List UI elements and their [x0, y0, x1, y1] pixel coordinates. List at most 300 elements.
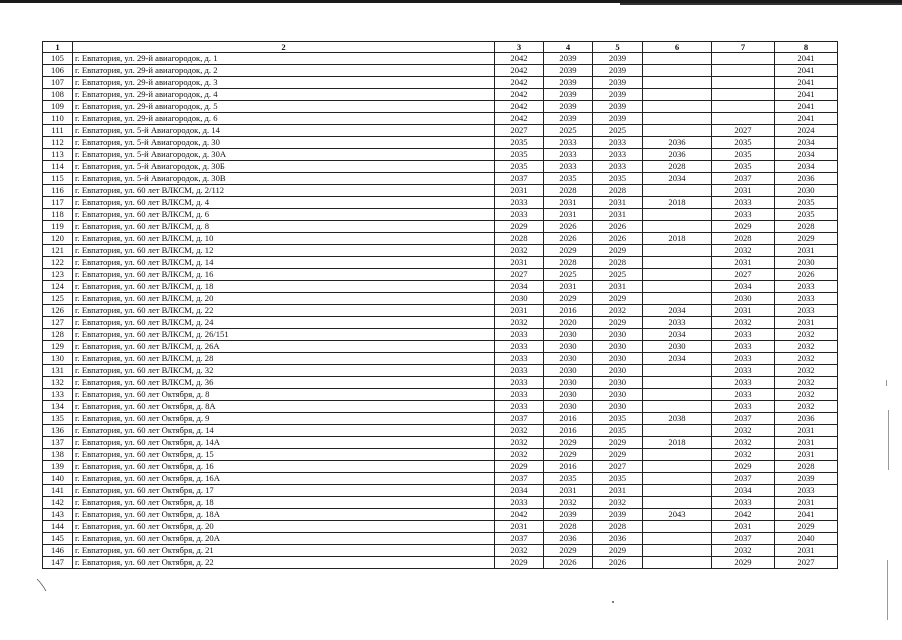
value-cell: 2031 — [593, 485, 643, 497]
value-cell: 2033 — [544, 137, 593, 149]
value-cell: 2033 — [544, 161, 593, 173]
value-cell: 2035 — [712, 137, 775, 149]
table-row — [43, 521, 838, 533]
address-cell: г. Евпатория, ул. 60 лет ВЛКСМ, д. 32 — [73, 365, 495, 377]
value-cell: 2032 — [775, 377, 838, 389]
value-cell — [643, 473, 712, 485]
address-cell: г. Евпатория, ул. 5-й Авиагородок, д. 30 — [73, 137, 495, 149]
value-cell: 2035 — [544, 473, 593, 485]
value-cell: 2033 — [775, 485, 838, 497]
value-cell: 2031 — [775, 317, 838, 329]
value-cell — [712, 53, 775, 65]
value-cell: 2035 — [495, 149, 544, 161]
value-cell: 2018 — [643, 437, 712, 449]
value-cell — [643, 449, 712, 461]
row-number-cell: 112 — [43, 137, 73, 149]
row-number-cell: 139 — [43, 461, 73, 473]
value-cell — [643, 89, 712, 101]
value-cell — [643, 113, 712, 125]
value-cell: 2042 — [495, 53, 544, 65]
value-cell: 2033 — [495, 329, 544, 341]
table-row — [43, 89, 838, 101]
value-cell: 2041 — [775, 89, 838, 101]
value-cell: 2034 — [495, 281, 544, 293]
value-cell: 2030 — [593, 341, 643, 353]
value-cell: 2028 — [544, 185, 593, 197]
value-cell: 2030 — [775, 257, 838, 269]
value-cell: 2016 — [544, 425, 593, 437]
scan-mark — [886, 380, 887, 386]
table-row — [43, 437, 838, 449]
address-cell: г. Евпатория, ул. 60 лет ВЛКСМ, д. 8 — [73, 221, 495, 233]
row-number-cell: 133 — [43, 389, 73, 401]
value-cell: 2029 — [495, 461, 544, 473]
value-cell: 2029 — [544, 545, 593, 557]
address-cell: г. Евпатория, ул. 60 лет Октября, д. 15 — [73, 449, 495, 461]
value-cell — [643, 281, 712, 293]
address-cell: г. Евпатория, ул. 60 лет Октября, д. 17 — [73, 485, 495, 497]
address-cell: г. Евпатория, ул. 29-й авиагородок, д. 6 — [73, 113, 495, 125]
value-cell: 2039 — [544, 77, 593, 89]
row-number-cell: 123 — [43, 269, 73, 281]
value-cell: 2040 — [775, 533, 838, 545]
address-cell: г. Евпатория, ул. 60 лет ВЛКСМ, д. 18 — [73, 281, 495, 293]
row-number-cell: 116 — [43, 185, 73, 197]
address-cell: г. Евпатория, ул. 60 лет Октября, д. 22 — [73, 557, 495, 569]
table-row — [43, 293, 838, 305]
row-number-cell: 137 — [43, 437, 73, 449]
row-number-cell: 120 — [43, 233, 73, 245]
value-cell: 2029 — [495, 221, 544, 233]
table-row — [43, 353, 838, 365]
value-cell: 2025 — [544, 125, 593, 137]
row-number-cell: 126 — [43, 305, 73, 317]
value-cell: 2042 — [495, 101, 544, 113]
value-cell: 2033 — [544, 149, 593, 161]
value-cell: 2032 — [593, 497, 643, 509]
value-cell: 2028 — [775, 221, 838, 233]
table-row — [43, 197, 838, 209]
value-cell: 2033 — [712, 209, 775, 221]
table-row — [43, 509, 838, 521]
value-cell: 2034 — [643, 173, 712, 185]
value-cell: 2028 — [495, 233, 544, 245]
scan-mark — [888, 410, 889, 470]
value-cell: 2032 — [775, 389, 838, 401]
value-cell: 2032 — [495, 425, 544, 437]
row-number-cell: 107 — [43, 77, 73, 89]
value-cell: 2039 — [593, 89, 643, 101]
value-cell: 2033 — [712, 365, 775, 377]
row-number-cell: 117 — [43, 197, 73, 209]
value-cell: 2028 — [593, 185, 643, 197]
value-cell: 2034 — [775, 137, 838, 149]
value-cell: 2037 — [495, 533, 544, 545]
value-cell: 2033 — [593, 137, 643, 149]
value-cell: 2033 — [495, 209, 544, 221]
value-cell: 2042 — [712, 509, 775, 521]
value-cell: 2029 — [593, 437, 643, 449]
value-cell: 2038 — [643, 413, 712, 425]
value-cell: 2039 — [775, 473, 838, 485]
row-number-cell: 128 — [43, 329, 73, 341]
value-cell: 2029 — [544, 293, 593, 305]
value-cell: 2029 — [775, 233, 838, 245]
value-cell: 2034 — [643, 329, 712, 341]
row-number-cell: 122 — [43, 257, 73, 269]
value-cell: 2029 — [593, 449, 643, 461]
value-cell: 2042 — [495, 89, 544, 101]
value-cell: 2026 — [593, 557, 643, 569]
table-row — [43, 113, 838, 125]
address-cell: г. Евпатория, ул. 60 лет Октября, д. 16А — [73, 473, 495, 485]
value-cell: 2042 — [495, 509, 544, 521]
data-table — [42, 41, 838, 569]
value-cell: 2042 — [495, 65, 544, 77]
value-cell: 2031 — [593, 197, 643, 209]
row-number-cell: 119 — [43, 221, 73, 233]
value-cell — [643, 365, 712, 377]
value-cell: 2018 — [643, 197, 712, 209]
value-cell: 2039 — [544, 101, 593, 113]
value-cell: 2033 — [712, 377, 775, 389]
table-row — [43, 365, 838, 377]
table-row — [43, 137, 838, 149]
value-cell: 2037 — [495, 413, 544, 425]
value-cell: 2033 — [775, 281, 838, 293]
value-cell — [643, 101, 712, 113]
value-cell: 2036 — [775, 413, 838, 425]
value-cell: 2034 — [643, 353, 712, 365]
value-cell: 2016 — [544, 305, 593, 317]
value-cell: 2032 — [775, 365, 838, 377]
row-number-cell: 105 — [43, 53, 73, 65]
value-cell: 2029 — [544, 449, 593, 461]
value-cell: 2035 — [495, 161, 544, 173]
table-row — [43, 257, 838, 269]
table-row — [43, 281, 838, 293]
value-cell: 2016 — [544, 461, 593, 473]
value-cell — [712, 89, 775, 101]
address-cell: г. Евпатория, ул. 60 лет Октября, д. 18А — [73, 509, 495, 521]
table-row — [43, 101, 838, 113]
value-cell: 2033 — [712, 329, 775, 341]
value-cell: 2034 — [712, 281, 775, 293]
value-cell: 2026 — [544, 233, 593, 245]
value-cell: 2030 — [775, 185, 838, 197]
value-cell: 2030 — [544, 389, 593, 401]
value-cell: 2031 — [775, 497, 838, 509]
value-cell: 2039 — [544, 65, 593, 77]
scan-mark — [887, 560, 888, 620]
value-cell: 2030 — [544, 401, 593, 413]
value-cell — [643, 269, 712, 281]
value-cell: 2031 — [593, 209, 643, 221]
value-cell: 2032 — [775, 341, 838, 353]
table-row — [43, 473, 838, 485]
value-cell: 2027 — [593, 461, 643, 473]
value-cell: 2028 — [593, 521, 643, 533]
value-cell: 2029 — [712, 557, 775, 569]
row-number-cell: 125 — [43, 293, 73, 305]
value-cell: 2042 — [495, 113, 544, 125]
value-cell: 2037 — [712, 473, 775, 485]
value-cell: 2030 — [593, 401, 643, 413]
value-cell: 2027 — [495, 125, 544, 137]
value-cell: 2030 — [593, 353, 643, 365]
value-cell: 2035 — [775, 197, 838, 209]
row-number-cell: 106 — [43, 65, 73, 77]
row-number-cell: 144 — [43, 521, 73, 533]
value-cell: 2033 — [495, 197, 544, 209]
row-number-cell: 130 — [43, 353, 73, 365]
value-cell: 2031 — [495, 305, 544, 317]
address-cell: г. Евпатория, ул. 29-й авиагородок, д. 5 — [73, 101, 495, 113]
row-number-cell: 132 — [43, 377, 73, 389]
value-cell: 2032 — [775, 329, 838, 341]
value-cell: 2039 — [593, 113, 643, 125]
table-row — [43, 341, 838, 353]
address-cell: г. Евпатория, ул. 60 лет Октября, д. 9 — [73, 413, 495, 425]
table-row — [43, 209, 838, 221]
value-cell: 2033 — [712, 353, 775, 365]
value-cell: 2041 — [775, 77, 838, 89]
value-cell: 2036 — [593, 533, 643, 545]
table-row — [43, 329, 838, 341]
table-row — [43, 497, 838, 509]
address-cell: г. Евпатория, ул. 60 лет ВЛКСМ, д. 14 — [73, 257, 495, 269]
value-cell — [712, 77, 775, 89]
address-cell: г. Евпатория, ул. 5-й Авиагородок, д. 14 — [73, 125, 495, 137]
row-number-cell: 135 — [43, 413, 73, 425]
value-cell: 2027 — [712, 125, 775, 137]
value-cell: 2036 — [775, 173, 838, 185]
value-cell — [643, 185, 712, 197]
value-cell: 2033 — [495, 401, 544, 413]
row-number-cell: 111 — [43, 125, 73, 137]
address-cell: г. Евпатория, ул. 29-й авиагородок, д. 2 — [73, 65, 495, 77]
value-cell: 2031 — [775, 245, 838, 257]
table-row — [43, 221, 838, 233]
pen-stroke-mark — [36, 578, 50, 592]
table-row — [43, 125, 838, 137]
value-cell: 2031 — [544, 197, 593, 209]
value-cell: 2043 — [643, 509, 712, 521]
value-cell: 2029 — [495, 557, 544, 569]
address-cell: г. Евпатория, ул. 60 лет ВЛКСМ, д. 26А — [73, 341, 495, 353]
column-header: 3 — [495, 42, 544, 53]
value-cell — [643, 245, 712, 257]
value-cell: 2027 — [712, 269, 775, 281]
value-cell: 2037 — [712, 173, 775, 185]
table-header-row — [43, 42, 838, 53]
row-number-cell: 147 — [43, 557, 73, 569]
value-cell: 2039 — [593, 77, 643, 89]
value-cell: 2027 — [495, 269, 544, 281]
value-cell: 2034 — [643, 305, 712, 317]
value-cell: 2031 — [593, 281, 643, 293]
table-row — [43, 53, 838, 65]
value-cell: 2039 — [593, 509, 643, 521]
row-number-cell: 115 — [43, 173, 73, 185]
row-number-cell: 146 — [43, 545, 73, 557]
value-cell: 2031 — [495, 257, 544, 269]
value-cell: 2041 — [775, 53, 838, 65]
value-cell: 2039 — [544, 113, 593, 125]
value-cell: 2042 — [495, 77, 544, 89]
table-row — [43, 485, 838, 497]
value-cell: 2028 — [544, 521, 593, 533]
value-cell: 2032 — [495, 317, 544, 329]
value-cell: 2029 — [593, 317, 643, 329]
address-cell: г. Евпатория, ул. 60 лет ВЛКСМ, д. 36 — [73, 377, 495, 389]
row-number-cell: 131 — [43, 365, 73, 377]
value-cell — [643, 257, 712, 269]
address-cell: г. Евпатория, ул. 60 лет ВЛКСМ, д. 10 — [73, 233, 495, 245]
value-cell: 2032 — [593, 305, 643, 317]
value-cell: 2030 — [544, 329, 593, 341]
value-cell — [643, 293, 712, 305]
value-cell: 2033 — [495, 377, 544, 389]
column-header: 1 — [43, 42, 73, 53]
value-cell — [643, 461, 712, 473]
table-row — [43, 161, 838, 173]
value-cell: 2030 — [593, 365, 643, 377]
table-row — [43, 233, 838, 245]
value-cell: 2030 — [643, 341, 712, 353]
address-cell: г. Евпатория, ул. 60 лет Октября, д. 21 — [73, 545, 495, 557]
value-cell: 2041 — [775, 65, 838, 77]
value-cell: 2039 — [544, 509, 593, 521]
value-cell — [712, 101, 775, 113]
address-cell: г. Евпатория, ул. 60 лет Октября, д. 20 — [73, 521, 495, 533]
address-cell: г. Евпатория, ул. 60 лет Октября, д. 8 — [73, 389, 495, 401]
value-cell — [643, 377, 712, 389]
value-cell: 2027 — [775, 557, 838, 569]
value-cell: 2035 — [495, 137, 544, 149]
value-cell: 2034 — [712, 485, 775, 497]
value-cell: 2028 — [775, 461, 838, 473]
row-number-cell: 108 — [43, 89, 73, 101]
value-cell: 2030 — [712, 293, 775, 305]
value-cell: 2031 — [775, 425, 838, 437]
value-cell: 2036 — [643, 149, 712, 161]
value-cell: 2031 — [712, 305, 775, 317]
row-number-cell: 142 — [43, 497, 73, 509]
scan-speck — [612, 601, 614, 603]
table-row — [43, 401, 838, 413]
row-number-cell: 121 — [43, 245, 73, 257]
table-row — [43, 149, 838, 161]
value-cell: 2028 — [544, 257, 593, 269]
row-number-cell: 127 — [43, 317, 73, 329]
address-cell: г. Евпатория, ул. 5-й Авиагородок, д. 30А — [73, 149, 495, 161]
value-cell: 2033 — [775, 305, 838, 317]
address-cell: г. Евпатория, ул. 60 лет ВЛКСМ, д. 12 — [73, 245, 495, 257]
value-cell — [643, 209, 712, 221]
value-cell — [643, 521, 712, 533]
column-header: 6 — [643, 42, 712, 53]
value-cell: 2032 — [775, 401, 838, 413]
row-number-cell: 141 — [43, 485, 73, 497]
value-cell: 2030 — [593, 377, 643, 389]
value-cell: 2033 — [712, 341, 775, 353]
value-cell: 2030 — [544, 341, 593, 353]
value-cell: 2036 — [643, 137, 712, 149]
address-cell: г. Евпатория, ул. 60 лет ВЛКСМ, д. 28 — [73, 353, 495, 365]
value-cell: 2032 — [712, 437, 775, 449]
value-cell: 2031 — [775, 449, 838, 461]
value-cell — [712, 113, 775, 125]
value-cell: 2041 — [775, 113, 838, 125]
table-row — [43, 245, 838, 257]
table-row — [43, 533, 838, 545]
table-row — [43, 77, 838, 89]
value-cell: 2025 — [544, 269, 593, 281]
value-cell — [643, 557, 712, 569]
column-header: 8 — [775, 42, 838, 53]
address-cell: г. Евпатория, ул. 5-й Авиагородок, д. 30В — [73, 173, 495, 185]
address-cell: г. Евпатория, ул. 29-й авиагородок, д. 3 — [73, 77, 495, 89]
value-cell: 2029 — [712, 221, 775, 233]
value-cell: 2026 — [775, 269, 838, 281]
value-cell: 2031 — [712, 521, 775, 533]
value-cell: 2033 — [712, 197, 775, 209]
table-row — [43, 425, 838, 437]
value-cell — [643, 425, 712, 437]
value-cell: 2026 — [544, 221, 593, 233]
value-cell: 2025 — [593, 125, 643, 137]
value-cell: 2031 — [775, 545, 838, 557]
value-cell: 2030 — [544, 353, 593, 365]
value-cell: 2041 — [775, 509, 838, 521]
value-cell: 2033 — [775, 293, 838, 305]
value-cell: 2029 — [712, 461, 775, 473]
value-cell — [712, 65, 775, 77]
value-cell: 2031 — [495, 521, 544, 533]
row-number-cell: 109 — [43, 101, 73, 113]
value-cell — [643, 485, 712, 497]
value-cell: 2032 — [544, 497, 593, 509]
value-cell: 2033 — [495, 353, 544, 365]
table-row — [43, 65, 838, 77]
address-cell: г. Евпатория, ул. 60 лет ВЛКСМ, д. 20 — [73, 293, 495, 305]
value-cell: 2034 — [775, 149, 838, 161]
address-cell: г. Евпатория, ул. 60 лет ВЛКСМ, д. 26/151 — [73, 329, 495, 341]
value-cell: 2032 — [775, 353, 838, 365]
value-cell: 2035 — [712, 161, 775, 173]
table-row — [43, 377, 838, 389]
value-cell: 2037 — [495, 173, 544, 185]
value-cell: 2039 — [544, 53, 593, 65]
value-cell: 2032 — [712, 425, 775, 437]
row-number-cell: 140 — [43, 473, 73, 485]
address-cell: г. Евпатория, ул. 60 лет ВЛКСМ, д. 2/112 — [73, 185, 495, 197]
value-cell: 2041 — [775, 101, 838, 113]
row-number-cell: 118 — [43, 209, 73, 221]
row-number-cell: 110 — [43, 113, 73, 125]
value-cell: 2035 — [593, 413, 643, 425]
value-cell — [643, 497, 712, 509]
value-cell: 2031 — [544, 209, 593, 221]
value-cell: 2034 — [775, 161, 838, 173]
value-cell: 2035 — [593, 473, 643, 485]
value-cell — [643, 545, 712, 557]
row-number-cell: 124 — [43, 281, 73, 293]
value-cell — [643, 389, 712, 401]
table-row — [43, 269, 838, 281]
value-cell: 2024 — [775, 125, 838, 137]
